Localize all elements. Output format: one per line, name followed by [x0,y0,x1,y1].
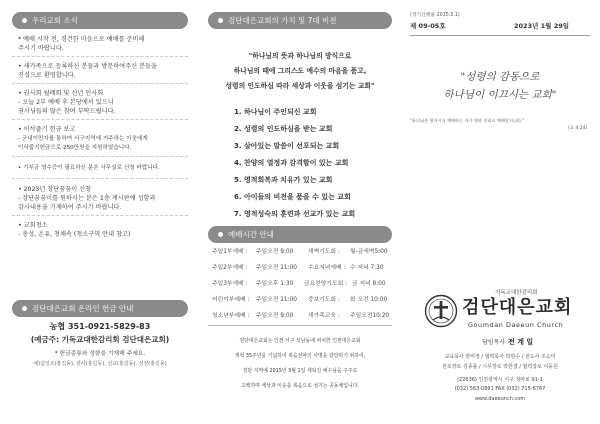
sermon-title-line1: "성령의 감동으로 [460,71,540,83]
church-name-english: Goumdan Daeeun Church [468,321,564,329]
news-line: - 총성, 온유, 청채속 (청소구역 안내 참고) [18,231,131,238]
pastor-label: 담임목사 [482,339,506,346]
offering-holder: (예금주: 기독교대한감리회 검단대은교회) [30,335,170,344]
offering-note: * 헌금종류와 성함을 기재해 주세요. [54,351,146,357]
church-logo-icon [424,294,458,328]
bulletin-registration: (정기간행물 2015.3.1) [410,13,460,18]
news-line: • 기부금 영수증이 필요하신 분은 사무실로 신청 바랍니다. [18,165,160,171]
news-panel [0,0,200,424]
staff-line: 원로장로 김종률 / 시무장로 박한결 / 협력장로 이동원 [442,364,558,370]
vision-item: 2. 성령의 인도하심을 받는 교회 [234,125,333,133]
vision-header: 검단대은교회의 가치 및 7대 비전 [208,12,392,29]
sermon-verse-ref: (요 4:24) [568,126,588,131]
vision-item: 5. 영적회복과 치유가 있는 교회 [234,176,333,184]
church-name: 검단대은교회 [462,297,573,318]
bulletin-issue: 제 09-05호 [410,22,446,30]
church-website[interactable]: www.daeeunch.com [474,396,526,402]
vision-item: 4. 찬양의 열정과 감격함이 있는 교회 [234,159,349,167]
vision-item: 6. 아이들의 비전을 품을 수 있는 교회 [234,193,351,201]
pastor-name: 전 계 일 [508,338,534,346]
vision-quote: "하나님의 뜻과 하나님의 방식으로 [248,52,352,60]
church-phone: (032) 563-0891 FAX (032) 715-6767 [454,386,546,392]
vision-item: 3. 살아있는 말씀이 선포되는 교회 [234,142,340,150]
news-line: - 장단꿈꿈이를 원하시는 분은 1층 게시판에 성함과 [18,195,156,202]
news-header: 우리교회 소식 [12,12,188,29]
news-line: - 군내이민자를 통하여 서구지역에 거주하는 이웃에게 [18,136,148,142]
news-line: • 이삭줍기 헌금 보고 [18,126,76,133]
news-line: 진심으로 환영합니다. [18,72,76,79]
news-line: * 예배 시작 전, 경건한 마음으로 예배를 준비해 [18,36,145,43]
sermon-verse: "하나님은 영이시니 예배하는 자가 영과 진리로 예배할지니라." [410,118,525,123]
news-line: - 오늘 2부 예배 후 본당에서 있으니 [18,99,114,106]
vision-quote: 성령의 인도하심 따라 세상과 이웃을 섬기는 교회" [225,82,375,90]
mission-line: 검단 지역에 2015년 3월 1일 세워진 예수님을 구주로 [242,368,358,374]
offering-account: 농협 351-0921-5829-83 [49,322,151,331]
church-address: (22636) 인천광역시 서구 청마로 91-1 [457,377,543,383]
bulletin-date: 2023년 1월 29일 [514,22,570,30]
vision-panel: 검단대은교회의 가치 및 7대 비전 "하나님의 뜻과 하나님의 방식으로 하나님의 때에 그리스도 예수의 마음을 품고, 성령의 인도하심 따라 세상과 이웃을 섬기는 교회" 1. 하나님이 주인되신 교회 2. 성령의 인도하심을 받는 교회 3. 살아있는 말씀이 선포되는 교회 4. 찬양의 열정과 감격함이 있는 교회 5. 영적회복과 치유가 있는 교회 6. 아이들의 비전을 품을 수 있는 교회 7. 영적성숙의 훈련과 선교가 있는 교회 예배시간 안내 주일1부예배 : 주일오전 9:00 새벽기도회 : 월-금새벽5:00 주일2부예배 : 주일오전 11:00 수요저녁예배 : 수 저녁 7:30 주일3부예배 : 주일오후 1:30 금요찬양기도회 : 금 저녁 8:00 어린이부예배 : 주일오전 11:00 중보기도회 : 화 오전 10:00 청소년부예배 : 주일오전 9:00 새가족교육 : 주일오전10:20 검단대은교회는 인천 서구 석남동에 위치한 인천대은교회 개척 35주년을 기념하여 복음전파의 사명을 감당하기 위하여, 검단 지역에 2015년 3월 1일 세워진 예수님을 구주로 고백하며 세상과 이웃을 복음으로 섬기는 공동체입니다. [200,0,400,424]
vision-item: 7. 영적성숙의 훈련과 선교가 있는 교회 [234,210,356,218]
news-line: • 새가족으로 등록하신 분들과 방문하여주신 분들을 [18,63,158,70]
vision-quote: 하나님의 때에 그리스도 예수의 마음을 품고, [233,67,367,75]
offering-header: 검단대은교회 온라인 헌금 안내 [12,300,188,317]
schedule-header: 예배시간 안내 [208,226,392,243]
vision-item: 1. 하나님이 주인되신 교회 [234,108,317,116]
news-line: • 교회청소 [18,222,48,229]
mission-line: 개척 35주년을 기념하여 복음전파의 사명을 감당하기 위하여, [234,353,366,359]
news-line: 권사님들의 많은 참여 부탁드립니다. [18,108,116,115]
mission-line: 검단대은교회는 인천 서구 석남동에 위치한 인천대은교회 [239,338,361,344]
mission-line: 고백하며 세상과 이웃을 복음으로 섬기는 공동체입니다. [241,383,359,389]
news-line: 이삭줍기헌금으로 250만원을 지원하였습니다. [18,145,132,151]
staff-line: 교육목사 한미정 / 협력목사 박한수 / 전도사 조승미 [444,354,556,360]
denomination: 기독교대한감리회 [495,290,538,296]
sermon-title-line2: 하나님이 이끄시는 교회" [443,89,557,101]
offering-example: 예)십일조(홍길동), 감사(홍길동), 선교(홍길동), 성전(홍길동) [33,361,167,367]
news-line: 감사내용을 기재하여 주시기 바랍니다. [18,204,122,211]
news-line: 주시기 바랍니다. [18,45,64,52]
news-line: • 2023년 장단꿈꿈이 신청 [18,186,92,193]
cover-panel [400,0,600,424]
news-line: • 권사회 월례회 및 신년 인사회 [18,90,104,97]
